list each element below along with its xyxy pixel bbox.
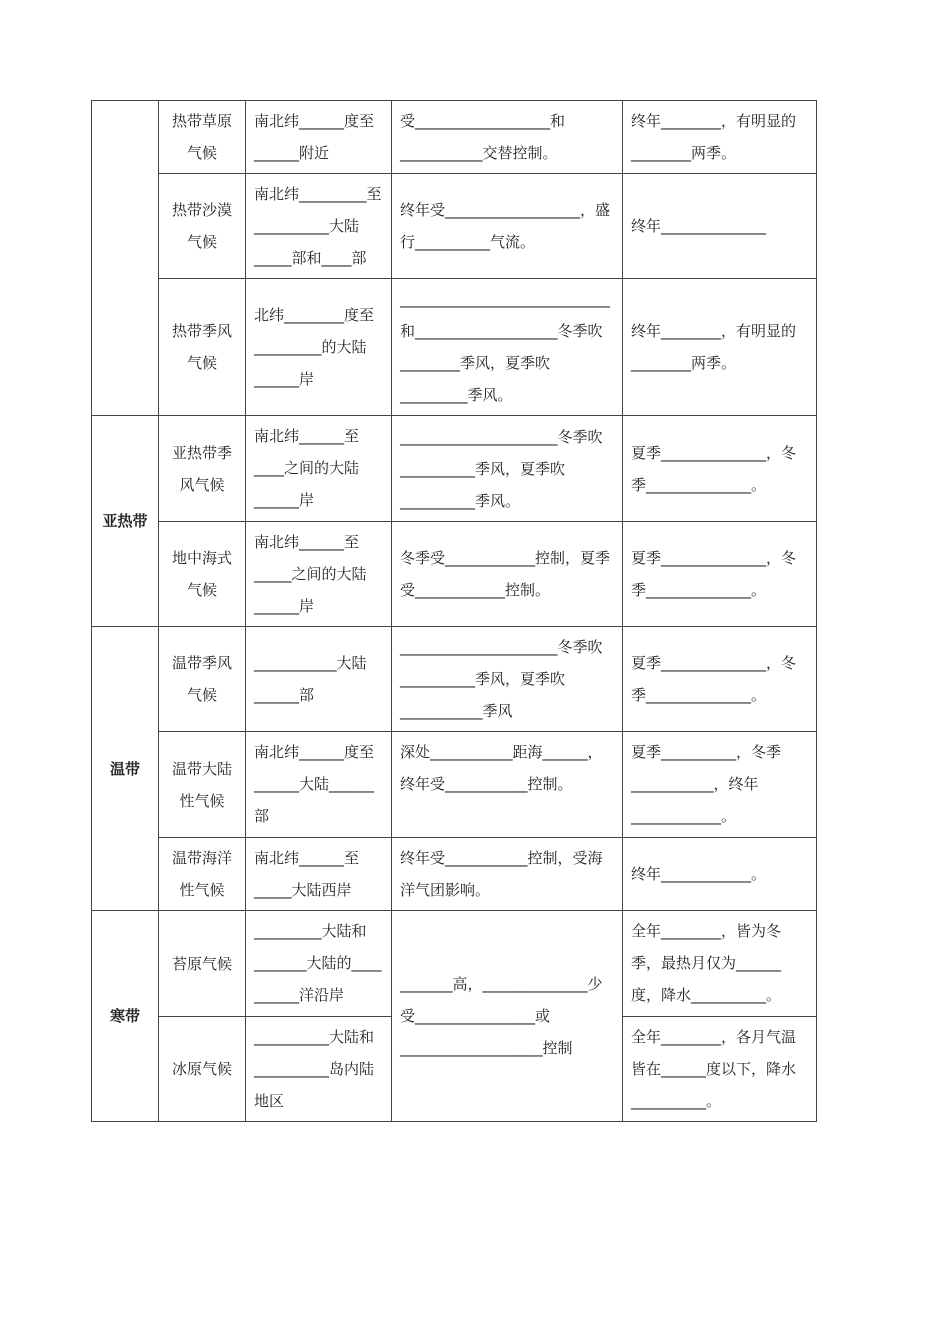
climate-name: 冰原气候 — [159, 1017, 246, 1122]
distribution-cell: 南北纬______度至______附近 — [246, 101, 392, 174]
feature-cell: 终年______________ — [623, 174, 817, 279]
distribution-cell: ___________大陆______部 — [246, 627, 392, 732]
climate-name: 热带沙漠气候 — [159, 174, 246, 279]
feature-cell: 夏季______________，冬季______________。 — [623, 416, 817, 522]
feature-cell: 全年________，皆为冬季，最热月仅为______度，降水__________。 — [623, 911, 817, 1017]
climate-name: 地中海式气候 — [159, 522, 246, 627]
cause-cell: 终年受__________________，盛行__________气流。 — [392, 174, 623, 279]
climate-name: 温带海洋性气候 — [159, 838, 246, 911]
feature-cell: 终年________，有明显的________两季。 — [623, 279, 817, 416]
climate-name: 热带季风气候 — [159, 279, 246, 416]
climate-name: 温带季风气候 — [159, 627, 246, 732]
cause-cell: 终年受___________控制，受海洋气团影响。 — [392, 838, 623, 911]
distribution-cell: _________大陆和_______大陆的____ ______洋沿岸 — [246, 911, 392, 1017]
feature-cell: 夏季______________，冬季______________。 — [623, 522, 817, 627]
climate-name: 苔原气候 — [159, 911, 246, 1017]
cause-cell: _____________________冬季吹__________季风，夏季吹___________季风 — [392, 627, 623, 732]
zone-subtropical: 亚热带 — [92, 416, 159, 627]
climate-name: 温带大陆性气候 — [159, 732, 246, 838]
zone-temperate: 温带 — [92, 627, 159, 911]
distribution-cell: 南北纬______度至______大陆______ 部 — [246, 732, 392, 838]
cause-cell-polar: _______高，______________少受________________或___________________控制 — [392, 911, 623, 1122]
cause-cell: _____________________冬季吹__________季风，夏季吹__________季风。 — [392, 416, 623, 522]
cause-cell: 受__________________和 ___________交替控制。 — [392, 101, 623, 174]
climate-name: 热带草原气候 — [159, 101, 246, 174]
distribution-cell: 南北纬______至_____之间的大陆______岸 — [246, 522, 392, 627]
feature-cell: 终年________，有明显的________两季。 — [623, 101, 817, 174]
feature-cell: 夏季______________，冬季______________。 — [623, 627, 817, 732]
feature-cell: 全年________，各月气温皆在______度以下，降水__________。 — [623, 1017, 817, 1122]
distribution-cell: 南北纬_________至__________大陆_____部和____部 — [246, 174, 392, 279]
cause-cell: 深处___________距海______，终年受___________控制。 — [392, 732, 623, 838]
feature-cell: 夏季__________，冬季___________，终年____________。 — [623, 732, 817, 838]
cause-cell: 冬季受____________控制，夏季受____________控制。 — [392, 522, 623, 627]
cause-cell: ____________________________和___________________冬季吹________季风，夏季吹_________季风。 — [392, 279, 623, 416]
zone-cold: 寒带 — [92, 911, 159, 1122]
distribution-cell: 南北纬______至____之间的大陆______岸 — [246, 416, 392, 522]
zone-tropical — [92, 101, 159, 416]
distribution-cell: 北纬________度至_________的大陆______岸 — [246, 279, 392, 416]
climate-table — [91, 100, 817, 1122]
distribution-cell: __________大陆和__________岛内陆地区 — [246, 1017, 392, 1122]
feature-cell: 终年____________。 — [623, 838, 817, 911]
distribution-cell: 南北纬______至_____大陆西岸 — [246, 838, 392, 911]
climate-name: 亚热带季风气候 — [159, 416, 246, 522]
